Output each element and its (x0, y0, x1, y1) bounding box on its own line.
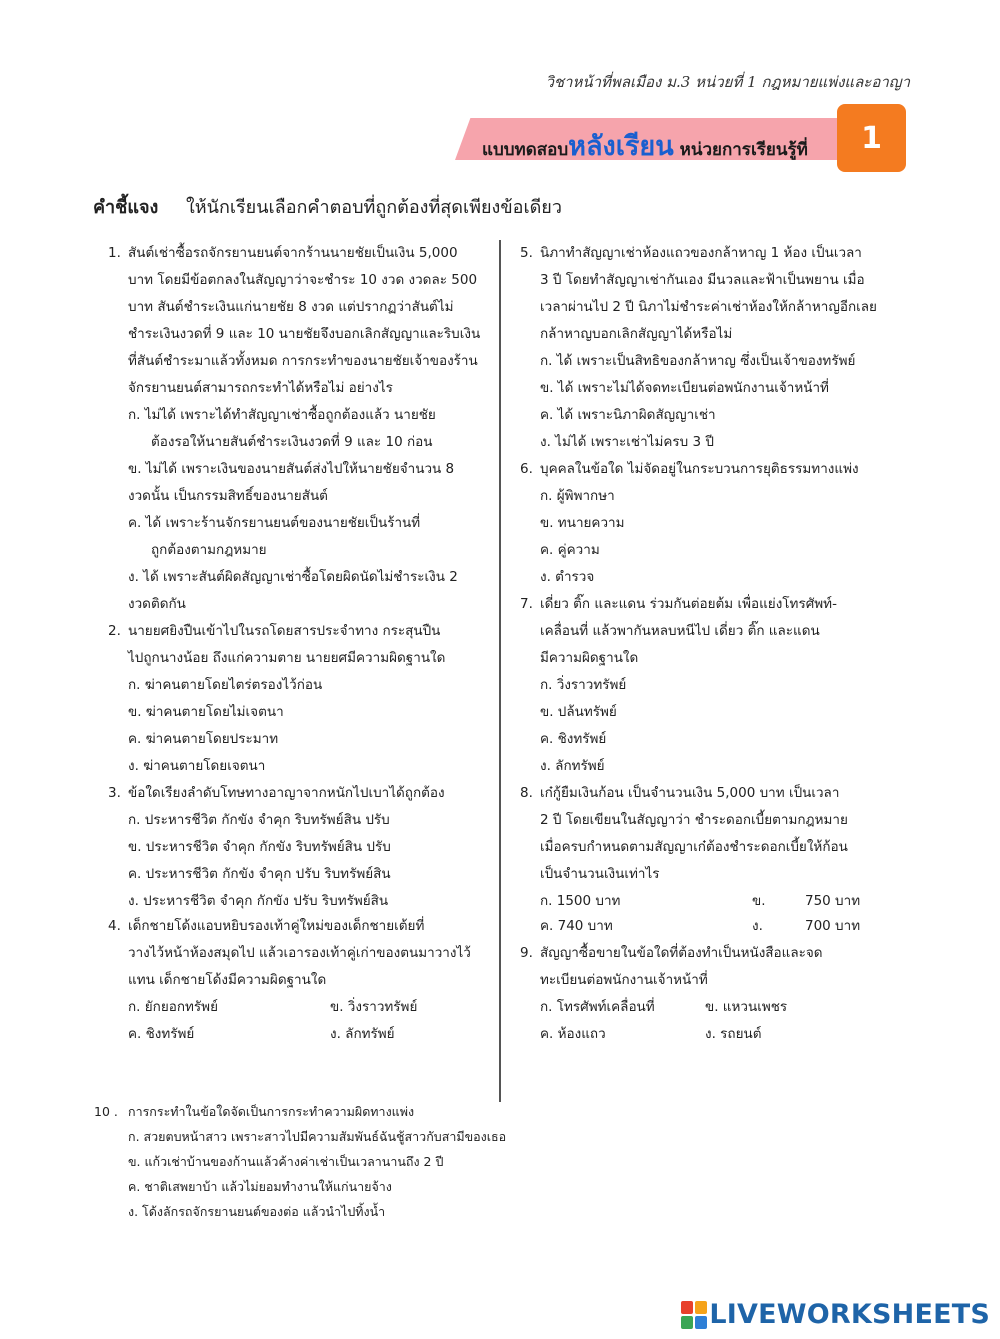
q2-option-d[interactable]: ง. ฆ่าคนตายโดยเจตนา (128, 758, 266, 774)
q1-option-a[interactable]: ก. ไม่ได้ เพราะได้ทำสัญญาเช่าซื้อถูกต้องแล้ว นายชัย (128, 407, 436, 423)
q8-option-c[interactable]: ค. 740 บาท (540, 918, 613, 934)
q9-option-b[interactable]: ข. แหวนเพชร (705, 999, 788, 1015)
q10-option-d[interactable]: ง. โด้งลักรถจักรยานยนต์ของต่อ แล้วนำไปทิ้งน้ำ (128, 1204, 386, 1219)
q4-line: แทน เด็กชายโด้งมีความผิดฐานใด (128, 972, 327, 988)
q7-option-d[interactable]: ง. ลักทรัพย์ (540, 758, 605, 774)
q9-option-c[interactable]: ค. ห้องแถว (540, 1026, 606, 1042)
q3-option-d[interactable]: ง. ประหารชีวิต จำคุก กักขัง ปรับ ริบทรัพย์สิน (128, 893, 389, 909)
q4-line: วางไว้หน้าห้องสมุดไป แล้วเอารองเท้าคู่เก่าของตนมาวางไว้ (128, 945, 471, 961)
q2-option-c[interactable]: ค. ฆ่าคนตายโดยประมาท (128, 731, 279, 747)
logo-square (681, 1316, 693, 1329)
q5-line: 3 ปี โดยทำสัญญาเช่ากันเอง มีนวลและฟ้าเป็นพยาน เมื่อ (540, 272, 865, 288)
q1-number: 1. (108, 245, 121, 261)
logo-square (695, 1301, 707, 1314)
banner-pre: แบบทดสอบ (482, 140, 569, 160)
q7-line: มีความผิดฐานใด (540, 650, 639, 666)
q3-line: ข้อใดเรียงลำดับโทษทางอาญาจากหนักไปเบาได้ถูกต้อง (128, 785, 445, 801)
q1-option-d[interactable]: ง. ได้ เพราะสันต์ผิดสัญญาเช่าซื้อโดยผิดนัดไม่ชำระเงิน 2 (128, 569, 458, 585)
q3-option-a[interactable]: ก. ประหารชีวิต กักขัง จำคุก ริบทรัพย์สิน ปรับ (128, 812, 390, 828)
q1-line: จักรยานยนต์สามารถกระทำได้หรือไม่ อย่างไร (128, 380, 393, 396)
q7-option-c[interactable]: ค. ชิงทรัพย์ (540, 731, 607, 747)
subject-header: วิชาหน้าที่พลเมือง ม.3 หน่วยที่ 1 กฎหมายแพ่งและอาญา (545, 73, 910, 91)
q5-option-d[interactable]: ง. ไม่ได้ เพราะเช่าไม่ครบ 3 ปี (540, 434, 714, 450)
q1-option-a-cont: ต้องรอให้นายสันต์ชำระเงินงวดที่ 9 และ 10 ก่อน (151, 434, 433, 450)
liveworksheets-logo[interactable] (681, 1299, 990, 1330)
q4-number: 4. (108, 918, 121, 934)
q10-option-b[interactable]: ข. แก้วเช่าบ้านของก้านแล้วค้างค่าเช่าเป็นเวลานานถึง 2 ปี (128, 1154, 444, 1169)
q1-option-d-cont: งวดติดกัน (128, 596, 186, 612)
banner-post: หน่วยการเรียนรู้ที่ (673, 140, 808, 160)
q6-option-d[interactable]: ง. ตำรวจ (540, 569, 595, 585)
q8-number: 8. (520, 785, 533, 801)
logo-square (695, 1316, 707, 1329)
instructions-label: คำชี้แจง (93, 197, 159, 218)
banner-big: หลังเรียน (568, 131, 674, 162)
q8-option-b[interactable]: 750 บาท (805, 893, 861, 909)
q7-option-b[interactable]: ข. ปล้นทรัพย์ (540, 704, 617, 720)
q6-option-c[interactable]: ค. คู่ความ (540, 542, 600, 558)
q5-line: นิภาทำสัญญาเช่าห้องแถวของกล้าหาญ 1 ห้อง เป็นเวลา (540, 245, 862, 261)
q8-option-d-label[interactable]: ง. (752, 918, 763, 934)
q9-line: ทะเบียนต่อพนักงานเจ้าหน้าที่ (540, 972, 708, 988)
q4-line: เด็กชายโด้งแอบหยิบรองเท้าคู่ใหม่ของเด็กชายเต้ยที่ (128, 918, 425, 934)
q10-line: การกระทำในข้อใดจัดเป็นการกระทำความผิดทางแพ่ง (128, 1104, 415, 1119)
q5-number: 5. (520, 245, 533, 261)
q6-option-b[interactable]: ข. ทนายความ (540, 515, 625, 531)
q9-option-d[interactable]: ง. รถยนต์ (705, 1026, 762, 1042)
q8-option-a[interactable]: ก. 1500 บาท (540, 893, 621, 909)
q4-option-d[interactable]: ง. ลักทรัพย์ (330, 1026, 395, 1042)
q6-option-a[interactable]: ก. ผู้พิพากษา (540, 488, 615, 504)
q5-option-c[interactable]: ค. ได้ เพราะนิภาผิดสัญญาเช่า (540, 407, 716, 423)
q1-line: สันต์เช่าซื้อรถจักรยานยนต์จากร้านนายชัยเป็นเงิน 5,000 (128, 245, 458, 261)
q3-option-c[interactable]: ค. ประหารชีวิต กักขัง จำคุก ปรับ ริบทรัพย์สิน (128, 866, 391, 882)
banner-title (482, 124, 808, 167)
q2-line: นายยศยิงปืนเข้าไปในรถโดยสารประจำทาง กระสุนปืน (128, 623, 441, 639)
liveworksheets-logo-text: LIVEWORKSHEETS (709, 1299, 990, 1330)
q1-line: ชำระเงินงวดที่ 9 และ 10 นายชัยจึงบอกเลิกสัญญาและริบเงิน (128, 326, 481, 342)
q7-line: เดี่ยว ติ๊ก และแดน ร่วมกันต่อยต้ม เพื่อแย่งโทรศัพท์- (540, 596, 837, 612)
q2-option-b[interactable]: ข. ฆ่าคนตายโดยไม่เจตนา (128, 704, 284, 720)
q8-option-b-label[interactable]: ข. (752, 893, 766, 909)
q9-number: 9. (520, 945, 533, 961)
q8-line: เก๋กู้ยืมเงินก้อน เป็นจำนวนเงิน 5,000 บาท เป็นเวลา (540, 785, 840, 801)
q6-number: 6. (520, 461, 533, 477)
q3-number: 3. (108, 785, 121, 801)
instructions-text: ให้นักเรียนเลือกคำตอบที่ถูกต้องที่สุดเพียงข้อเดียว (186, 197, 562, 218)
logo-square (681, 1301, 693, 1314)
q8-option-d[interactable]: 700 บาท (805, 918, 861, 934)
q7-line: เคลื่อนที่ แล้วพากันหลบหนีไป เดี่ยว ติ๊ก และแดน (540, 623, 820, 639)
q10-option-c[interactable]: ค. ชาติเสพยาบ้า แล้วไม่ยอมทำงานให้แก่นายจ้าง (128, 1179, 392, 1194)
q5-option-b[interactable]: ข. ได้ เพราะไม่ได้จดทะเบียนต่อพนักงานเจ้าหน้าที่ (540, 380, 829, 396)
q1-option-b[interactable]: ข. ไม่ได้ เพราะเงินของนายสันต์ส่งไปให้นายชัยจำนวน 8 (128, 461, 455, 477)
q5-option-a[interactable]: ก. ได้ เพราะเป็นสิทธิของกล้าหาญ ซึ่งเป็นเจ้าของทรัพย์ (540, 353, 856, 369)
q4-option-a[interactable]: ก. ยักยอกทรัพย์ (128, 999, 218, 1015)
q5-line: เวลาผ่านไป 2 ปี นิภาไม่ชำระค่าเช่าห้องให้กล้าหาญอีกเลย (540, 299, 877, 315)
q8-line: เมื่อครบกำหนดตามสัญญาเก๋ต้องชำระดอกเบี้ยให้ก้อน (540, 839, 848, 855)
q10-option-a[interactable]: ก. สวยตบหน้าสาว เพราะสาวไปมีความสัมพันธ์ฉันชู้สาวกับสามีของเธอ (128, 1129, 507, 1144)
q1-line: บาท สันต์ชำระเงินแก่นายชัย 8 งวด แต่ปรากฏว่าสันต์ไม่ (128, 299, 454, 315)
q8-line: 2 ปี โดยเขียนในสัญญาว่า ชำระดอกเบี้ยตามกฎหมาย (540, 812, 848, 828)
unit-number-badge: 1 (837, 104, 906, 172)
q8-line: เป็นจำนวนเงินเท่าไร (540, 866, 660, 882)
q2-line: ไปถูกนางน้อย ถึงแก่ความตาย นายยศมีความผิดฐานใด (128, 650, 446, 666)
q5-line: กล้าหาญบอกเลิกสัญญาได้หรือไม่ (540, 326, 733, 342)
q9-line: สัญญาซื้อขายในข้อใดที่ต้องทำเป็นหนังสือและจด (540, 945, 823, 961)
q1-option-b-cont: งวดนั้น เป็นกรรมสิทธิ์ของนายสันต์ (128, 488, 328, 504)
q10-number: 10 . (94, 1104, 118, 1119)
q7-number: 7. (520, 596, 533, 612)
column-divider (499, 240, 501, 1102)
q3-option-b[interactable]: ข. ประหารชีวิต จำคุก กักขัง ริบทรัพย์สิน ปรับ (128, 839, 391, 855)
q6-line: บุคคลในข้อใด ไม่จัดอยู่ในกระบวนการยุติธรรมทางแพ่ง (540, 461, 859, 477)
q1-option-c[interactable]: ค. ได้ เพราะร้านจักรยานยนต์ของนายชัยเป็นร้านที่ (128, 515, 421, 531)
q4-option-c[interactable]: ค. ชิงทรัพย์ (128, 1026, 195, 1042)
q2-option-a[interactable]: ก. ฆ่าคนตายโดยไตร่ตรองไว้ก่อน (128, 677, 323, 693)
q2-number: 2. (108, 623, 121, 639)
q1-option-c-cont: ถูกต้องตามกฎหมาย (151, 542, 267, 558)
q7-option-a[interactable]: ก. วิ่งราวทรัพย์ (540, 677, 627, 693)
q9-option-a[interactable]: ก. โทรศัพท์เคลื่อนที่ (540, 999, 655, 1015)
q1-line: บาท โดยมีข้อตกลงในสัญญาว่าจะชำระ 10 งวด งวดละ 500 (128, 272, 478, 288)
liveworksheets-logo-icon (681, 1301, 707, 1329)
q4-option-b[interactable]: ข. วิ่งราวทรัพย์ (330, 999, 418, 1015)
q1-line: ที่สันต์ชำระมาแล้วทั้งหมด การกระทำของนายชัยเจ้าของร้าน (128, 353, 478, 369)
